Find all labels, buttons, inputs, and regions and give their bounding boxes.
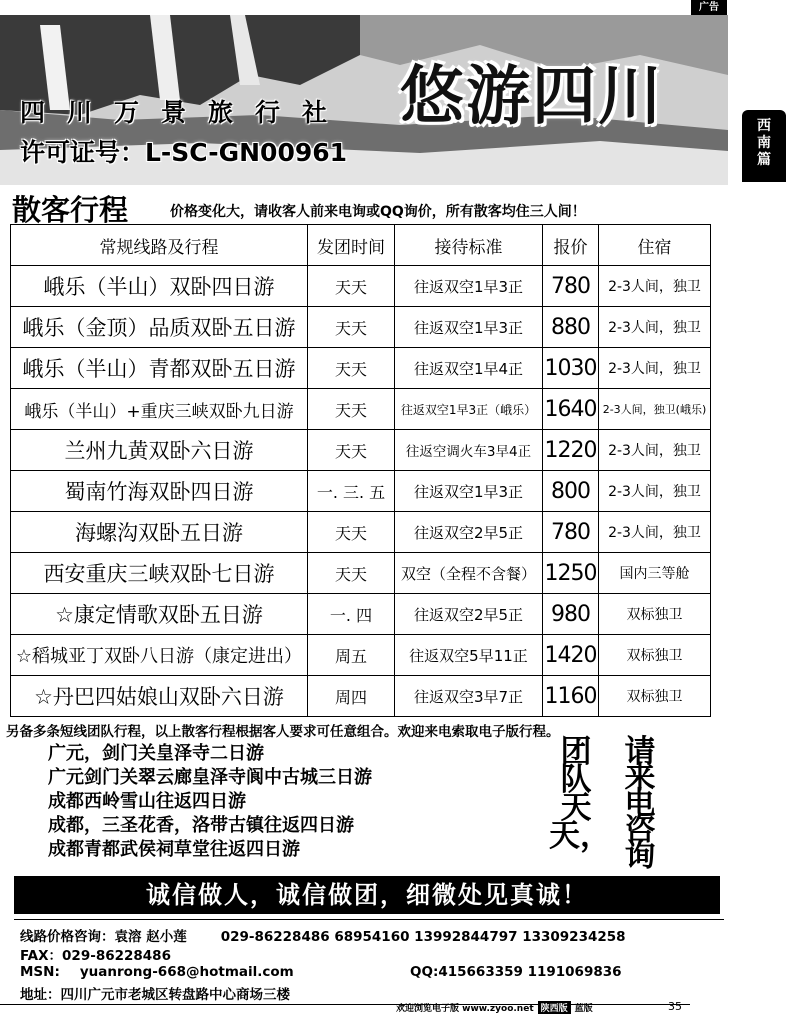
header-route: 常规线路及行程 <box>11 225 308 266</box>
price: 880 <box>543 307 599 348</box>
standard: 往返双空2早5正 <box>395 512 543 553</box>
divider <box>14 919 724 920</box>
route-name: 兰州九黄双卧六日游 <box>11 430 308 471</box>
footer-text <box>396 1001 593 1014</box>
price: 1420 <box>543 635 599 676</box>
price: 1250 <box>543 553 599 594</box>
route-name: 蜀南竹海双卧四日游 <box>11 471 308 512</box>
slogan-bar: 诚信做人，诚信做团，细微处见真诚！ <box>14 876 720 914</box>
header-price: 报价 <box>543 225 599 266</box>
route-name: 峨乐（半山）+重庆三峡双卧九日游 <box>11 389 308 430</box>
cta-char: 天 <box>560 790 592 826</box>
list-item: 成都西岭雪山往返四日游 <box>48 791 246 812</box>
table-row <box>11 471 711 512</box>
contact-phones: 029-86228486 68954160 13992844797 13309234258 <box>220 929 626 945</box>
contact-fax-label: FAX： <box>20 948 63 964</box>
departure: 天天 <box>308 266 395 307</box>
price: 800 <box>543 471 599 512</box>
lodging: 2-3人间，独卫 <box>599 348 711 389</box>
cta-char: 询 <box>624 838 656 874</box>
route-name: 西安重庆三峡双卧七日游 <box>11 553 308 594</box>
cta-char: 天， <box>549 818 611 854</box>
contact-price <box>20 925 626 945</box>
footer-version: 蓝版 <box>574 1004 593 1014</box>
lodging: 2-3人间，独卫(峨乐) <box>599 389 711 430</box>
banner <box>0 15 728 185</box>
contact-msn-value: yuanrong-668@hotmail.com <box>79 964 294 980</box>
cta-char: 电 <box>624 786 656 822</box>
route-name: 峨乐（半山）青都双卧五日游 <box>11 348 308 389</box>
contact-address-value: 四川广元市老城区转盘路中心商场三楼 <box>60 987 290 1003</box>
cta-char: 咨 <box>624 812 656 848</box>
price: 1640 <box>543 389 599 430</box>
region-tab <box>742 110 786 182</box>
departure: 周五 <box>308 635 395 676</box>
region-tab-char: 西 <box>757 118 771 134</box>
standard: 往返双空1早3正 <box>395 471 543 512</box>
lodging: 双标独卫 <box>599 676 711 717</box>
table-row <box>11 389 711 430</box>
contact-fax <box>20 944 171 964</box>
lodging: 国内三等舱 <box>599 553 711 594</box>
header-lodging: 住宿 <box>599 225 711 266</box>
price: 1160 <box>543 676 599 717</box>
route-name: ☆丹巴四姑娘山双卧六日游 <box>11 676 308 717</box>
departure: 一. 三. 五 <box>308 471 395 512</box>
license-number: 许可证号：L-SC-GN00961 <box>20 138 348 167</box>
lodging: 双标独卫 <box>599 635 711 676</box>
route-name: 峨乐（半山）双卧四日游 <box>11 266 308 307</box>
region-tab-char: 南 <box>757 135 771 151</box>
standard: 往返双空1早3正 <box>395 266 543 307</box>
table-row <box>11 266 711 307</box>
list-item: 广元剑门关翠云廊皇泽寺阆中古城三日游 <box>48 767 372 788</box>
brand-title: 悠游四川 <box>400 60 664 134</box>
table-row <box>11 594 711 635</box>
header-departure: 发团时间 <box>308 225 395 266</box>
page-number: 35 <box>668 1000 682 1013</box>
departure: 天天 <box>308 307 395 348</box>
lodging: 2-3人间，独卫 <box>599 512 711 553</box>
standard: 往返空调火车3早4正 <box>395 430 543 471</box>
route-name: 峨乐（金顶）品质双卧五日游 <box>11 307 308 348</box>
cta-char: 请 <box>624 734 656 770</box>
departure: 一. 四 <box>308 594 395 635</box>
price: 980 <box>543 594 599 635</box>
departure: 天天 <box>308 389 395 430</box>
table-row <box>11 430 711 471</box>
route-name: ☆稻城亚丁双卧八日游（康定进出） <box>11 635 308 676</box>
section-title: 散客行程 <box>12 193 129 227</box>
standard: 往返双空2早5正 <box>395 594 543 635</box>
footer-site: 欢迎浏览电子版 www.zyoo.net <box>396 1004 534 1014</box>
departure: 天天 <box>308 348 395 389</box>
route-name: 海螺沟双卧五日游 <box>11 512 308 553</box>
lodging: 2-3人间，独卫 <box>599 266 711 307</box>
extra-note: 另备多条短线团队行程，以上散客行程根据客人要求可任意组合。欢迎来电索取电子版行程。 <box>6 724 560 740</box>
standard: 双空（全程不含餐） <box>395 553 543 594</box>
departure: 天天 <box>308 512 395 553</box>
header-standard: 接待标准 <box>395 225 543 266</box>
standard: 往返双空5早11正 <box>395 635 543 676</box>
standard: 往返双空1早3正 <box>395 307 543 348</box>
contact-msn-label: MSN: <box>20 964 60 980</box>
table-row <box>11 676 711 717</box>
route-name: ☆康定情歌双卧五日游 <box>11 594 308 635</box>
list-item: 广元，剑门关皇泽寺二日游 <box>48 743 264 764</box>
contact-msn <box>20 964 294 980</box>
lodging: 2-3人间，独卫 <box>599 471 711 512</box>
departure: 天天 <box>308 430 395 471</box>
table-header-row <box>11 225 711 266</box>
table-row <box>11 635 711 676</box>
company-name: 四川万景旅行社 <box>20 98 350 127</box>
list-item: 成都青都武侯祠草堂往返四日游 <box>48 839 300 860</box>
price: 780 <box>543 512 599 553</box>
routes-table <box>10 224 711 717</box>
footer-edition: 陕西版 <box>538 1001 571 1014</box>
list-item: 成都，三圣花香，洛带古镇往返四日游 <box>48 815 354 836</box>
price: 780 <box>543 266 599 307</box>
table-row <box>11 512 711 553</box>
contact-people: 袁溶 赵小莲 <box>114 929 187 945</box>
contact-qq: QQ:415663359 1191069836 <box>410 964 622 980</box>
departure: 天天 <box>308 553 395 594</box>
cta-char: 来 <box>624 760 656 796</box>
standard: 往返双空1早3正（峨乐） <box>395 389 543 430</box>
price: 1030 <box>543 348 599 389</box>
lodging: 2-3人间，独卫 <box>599 307 711 348</box>
cta-char: 团 <box>560 734 592 770</box>
group-trip-list <box>48 742 372 862</box>
contact-price-label: 线路价格咨询： <box>20 929 115 945</box>
lodging: 2-3人间，独卫 <box>599 430 711 471</box>
table-row <box>11 553 711 594</box>
contact-fax-value: 029-86228486 <box>62 948 171 964</box>
footer <box>0 1000 799 1017</box>
standard: 往返双空3早7正 <box>395 676 543 717</box>
section-note: 价格变化大，请收客人前来电询或QQ询价，所有散客均住三人间！ <box>170 204 586 220</box>
contact-address-label: 地址： <box>20 987 61 1003</box>
table-row <box>11 307 711 348</box>
table-row <box>11 348 711 389</box>
cta-char: 队 <box>560 762 592 798</box>
region-tab-char: 篇 <box>757 152 771 168</box>
standard: 往返双空1早4正 <box>395 348 543 389</box>
departure: 周四 <box>308 676 395 717</box>
price: 1220 <box>543 430 599 471</box>
ad-tag: 广告 <box>691 0 727 15</box>
lodging: 双标独卫 <box>599 594 711 635</box>
call-to-action <box>548 734 672 874</box>
